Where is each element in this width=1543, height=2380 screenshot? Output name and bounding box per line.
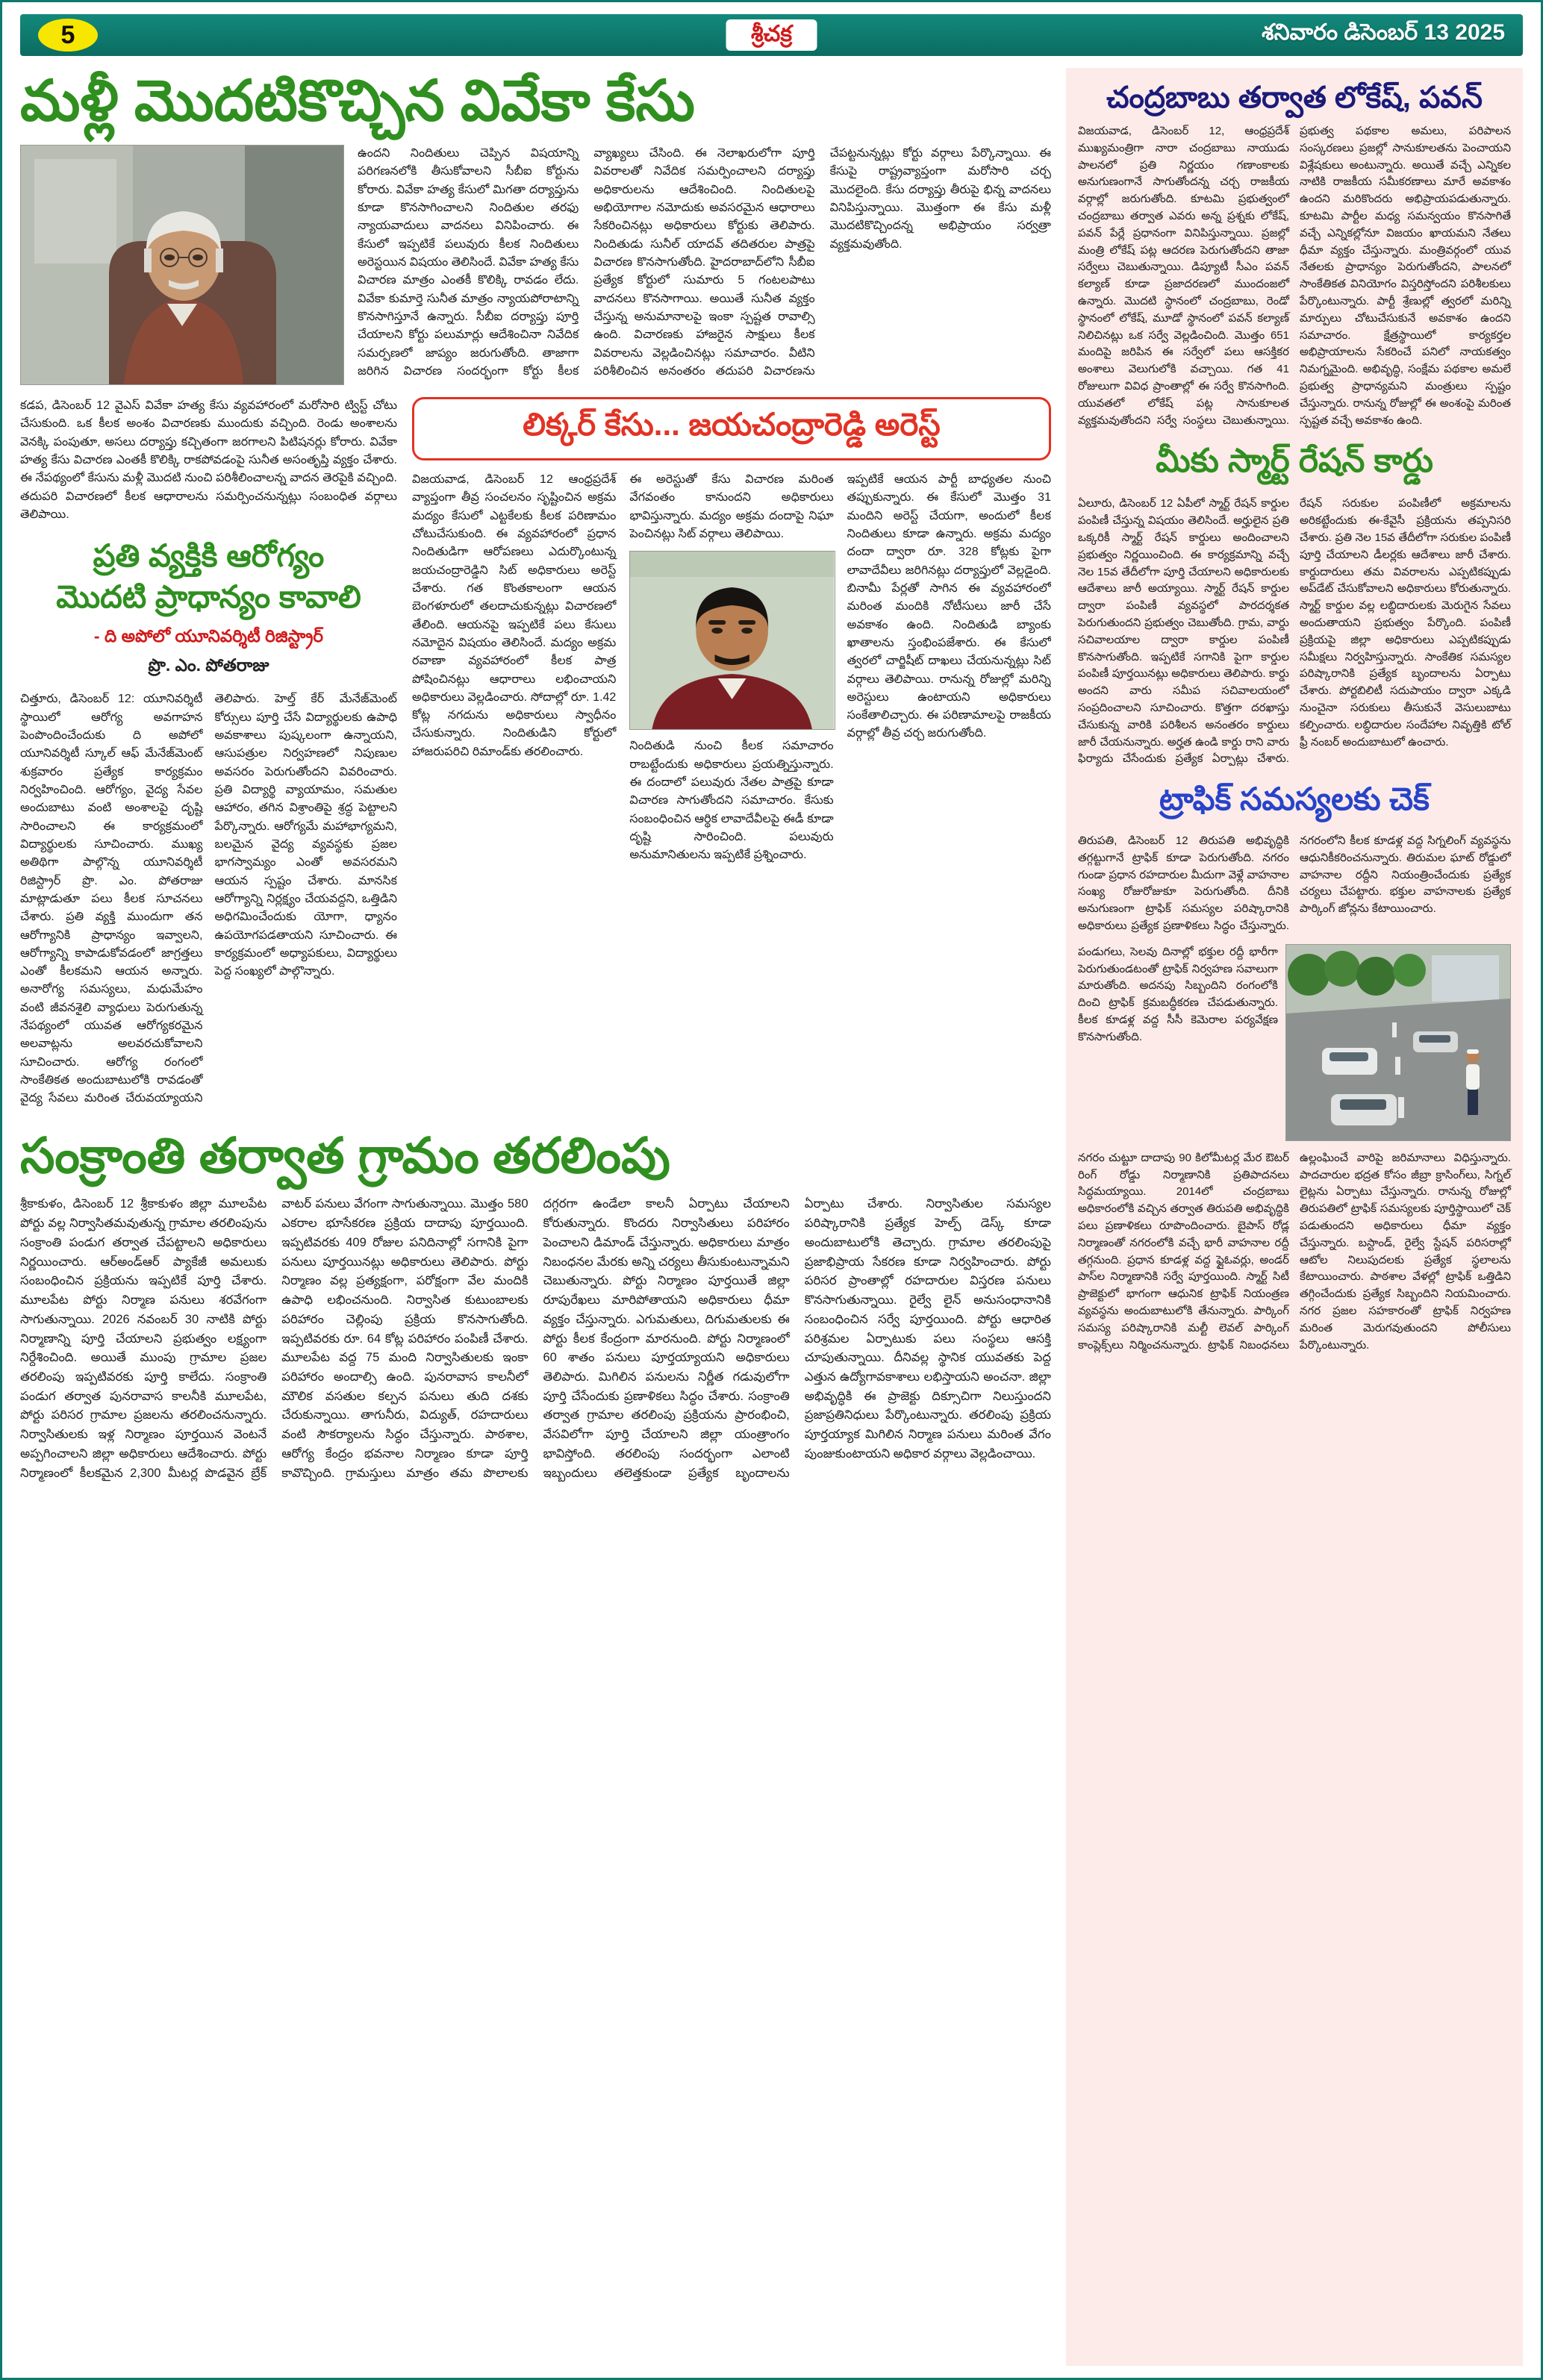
health-quote-line1: ప్రతి వ్యక్తికి ఆరోగ్యం [93, 538, 325, 574]
health-quote-block [20, 533, 397, 683]
sidebar-article-traffic-top: తిరుపతి, డిసెంబర్ 12 తిరుపతి అభివృద్ధికి తగ్గట్టుగానే ట్రాఫిక్ కూడా పెరుగుతోంది. నగరం గుండా ప్రధాన రహదారుల మీదుగా వెళ్లే వాహనాల సంఖ్య రోజురోజుకూ పెరుగుతోంది. దీనికి అనుగుణంగా ట్రాఫిక్ సమస్యల పరిష్కారానికి అధికారులు ప్రత్యేక ప్రణాళికలు సిద్ధం చేస్తున్నారు. నగరంలోని కీలక కూడళ్ల వద్ద సిగ్నలింగ్ వ్యవస్థను ఆధునికీకరించనున్నారు. తిరుమల ఘాట్ రోడ్డులో వాహనాల రద్దీని నియంత్రించేందుకు ప్రత్యేక చర్యలు చేపట్టారు. భక్తుల వాహనాలకు ప్రత్యేక పార్కింగ్ జోన్లను కేటాయించారు. [1078, 834, 1511, 933]
sidebar-article-politics: విజయవాడ, డిసెంబర్ 12, ఆంధ్రప్రదేశ్ ముఖ్యమంత్రిగా నారా చంద్రబాబు నాయుడు పాలనలో ప్రతి నిర్ణయం గణాంకాలకు అనుగుణంగానే సాగుతోందన్న చర్చ రాజకీయ వర్గాల్లో జరుగుతోంది. కూటమి ప్రభుత్వంలో చంద్రబాబు తర్వాత ఎవరు అన్న ప్రశ్నకు లోకేష్, పవన్ పేర్లే ప్రధానంగా వినిపిస్తున్నాయి. ప్రజల్లో మంత్రి లోకేష్ పట్ల ఆదరణ పెరుగుతోందని తాజా సర్వేలు చెబుతున్నాయి. డిప్యూటీ సీఎం పవన్ కల్యాణ్ కూడా ప్రజాదరణలో ముందంజలో ఉన్నారు. మొదటి స్థానంలో చంద్రబాబు, రెండో స్థానంలో లోకేష్, మూడో స్థానంలో పవన్ కల్యాణ్ నిలిచినట్లు ఒక సర్వే వెల్లడించింది. మొత్తం 651 మందిపై జరిపిన ఈ సర్వేలో పలు ఆసక్తికర అంశాలు వెలుగులోకి వచ్చాయి. గత 41 రోజులుగా వివిధ ప్రాంతాల్లో ఈ సర్వే కొనసాగింది. యువతలో లోకేష్ పట్ల సానుకూలత వ్యక్తమవుతోందని సర్వే సంస్థలు చెబుతున్నాయి. ప్రభుత్వ పథకాల అమలు, పరిపాలన సంస్కరణలు ప్రజల్లో సానుకూలతను పెంచాయని విశ్లేషకులు అంటున్నారు. అయితే వచ్చే ఎన్నికల నాటికి రాజకీయ సమీకరణాలు మారే అవకాశం ఉందని మరికొందరు అభిప్రాయపడుతున్నారు. కూటమి పార్టీల మధ్య సమన్వయం కొనసాగితే వచ్చే ఎన్నికల్లోనూ విజయం ఖాయమని నేతలు ధీమా వ్యక్తం చేస్తున్నారు. మంత్రివర్గంలో యువ నేతలకు ప్రాధాన్యం పెరుగుతోందని, పాలనలో సాంకేతికత వినియోగం విస్తరిస్తోందని పరిశీలకులు పేర్కొంటున్నారు. పార్టీ శ్రేణుల్లో త్వరలో మరిన్ని మార్పులు చోటుచేసుకునే అవకాశం ఉందని సమాచారం. క్షేత్రస్థాయిలో కార్యకర్తల అభిప్రాయాలను సేకరించే పనిలో నాయకత్వం నిమగ్నమైంది. అభివృద్ధి, సంక్షేమ పథకాల అమలే ప్రభుత్వ ప్రాధాన్యమని మంత్రులు స్పష్టం చేస్తున్నారు. రానున్న రోజుల్లో ఈ అంశంపై మరింత స్పష్టత వచ్చే అవకాశం ఉంది. [1078, 125, 1511, 427]
sidebar-headline-politics: చంద్రబాబు తర్వాత లోకేష్, పవన్ [1106, 81, 1483, 114]
sidebar-article-traffic-beside: పండుగలు, సెలవు దినాల్లో భక్తుల రద్దీ భారీగా పెరుగుతుండటంతో ట్రాఫిక్ నిర్వహణ సవాలుగా మారుతోంది. అదనపు సిబ్బందిని రంగంలోకి దించి ట్రాఫిక్ క్రమబద్ధీకరణ చేపడుతున్నారు. కీలక కూడళ్ల వద్ద సీసీ కెమెరాల పర్యవేక్షణ కొనసాగుతోంది. [1078, 945, 1278, 1043]
liquor-headline: లిక్కర్ కేసు... జయచంద్రారెడ్డి అరెస్ట్ [412, 397, 1051, 460]
liquor-article-body [412, 471, 1051, 864]
viveka-article-continued: కడప, డిసెంబర్ 12 వైఎస్ వివేకా హత్య కేసు వ్యవహారంలో మరోసారి ట్విస్ట్ చోటు చేసుకుంది. ఒక కీలక అంశం విచారణకు ముందుకు వచ్చింది. రెండు అంశాలను వెనక్కి పంపుతూ, అసలు దర్యాప్తు కచ్చితంగా జరగాలని పిటిషనర్లు కోరారు. వివేకా హత్య కేసు విచారణ ఎంతకీ కొలిక్కి రాకపోవడంపై సునీత అసంతృప్తి వ్యక్తం చేశారు. ఈ నేపథ్యంలో కేసును మళ్లీ మొదటి నుంచి పరిశీలించాలన్న వాదన తెరపైకి వచ్చింది. తదుపరి విచారణలో కీలక ఆధారాలను సమర్పించనున్నట్లు సంబంధిత వర్గాలు తెలిపాయి. [20, 399, 397, 521]
health-article-body: చిత్తూరు, డిసెంబర్ 12: యూనివర్శిటీ స్థాయిలో ఆరోగ్య అవగాహన పెంపొందించేందుకు ది అపోలో యూనివర్శిటీ స్కూల్ ఆఫ్ మేనేజ్‌మెంట్ శుక్రవారం ప్రత్యేక కార్యక్రమం నిర్వహించింది. ఆరోగ్యం, వైద్య సేవల అందుబాటు వంటి అంశాలపై దృష్టి సారించాలని ఈ కార్యక్రమంలో విద్యార్థులకు సూచించారు. ముఖ్య అతిథిగా పాల్గొన్న యూనివర్శిటీ రిజిస్ట్రార్ ప్రొ. ఎం. పోతరాజు మాట్లాడుతూ పలు కీలక సూచనలు చేశారు. ప్రతి వ్యక్తి ముందుగా తన ఆరోగ్యానికి ప్రాధాన్యం ఇవ్వాలని, ఆరోగ్యాన్ని కాపాడుకోవడంలో జాగ్రత్తలు ఎంతో కీలకమని ఆయన అన్నారు. అనారోగ్య సమస్యలు, మధుమేహం వంటి జీవనశైలి వ్యాధులు పెరుగుతున్న నేపథ్యంలో యువత ఆరోగ్యకరమైన అలవాట్లను అలవరచుకోవాలని సూచించారు. ఆరోగ్య రంగంలో సాంకేతికత అందుబాటులోకి రావడంతో వైద్య సేవలు మరింత చేరువయ్యాయని తెలిపారు. హెల్త్ కేర్ మేనేజ్‌మెంట్ కోర్సులు పూర్తి చేసే విద్యార్థులకు ఉపాధి అవకాశాలు పుష్కలంగా ఉన్నాయని, ఆసుపత్రుల నిర్వహణలో నిపుణుల అవసరం పెరుగుతోందని వివరించారు. ప్రతి విద్యార్థి వ్యాయామం, సమతుల ఆహారం, తగిన విశ్రాంతిపై శ్రద్ధ పెట్టాలని పేర్కొన్నారు. ఆరోగ్యమే మహాభాగ్యమని, బలమైన వైద్య వ్యవస్థకు ప్రజల భాగస్వామ్యం ఎంతో అవసరమని ఆయన స్పష్టం చేశారు. మానసిక ఆరోగ్యాన్ని నిర్లక్ష్యం చేయవద్దని, ఒత్తిడిని అధిగమించేందుకు యోగా, ధ్యానం ఉపయోగపడతాయని సూచించారు. ఈ కార్యక్రమంలో అధ్యాపకులు, విద్యార్థులు పెద్ద సంఖ్యలో పాల్గొన్నారు. [20, 693, 397, 1105]
edition-date: శనివారం డిసెంబర్ 13 2025 [1262, 19, 1505, 45]
viveka-article-lead: ఉందని నిందితులు చెప్పిన విషయాన్ని పరిగణనలోకి తీసుకోవాలని సీబీఐ కోర్టును కోరారు. వివేకా హత్య కేసులో మిగతా దర్యాప్తును కూడా కొనసాగించాలని నిందితుల తరఫు న్యాయవాదులు వాదనలు వినిపించారు. ఈ కేసులో ఇప్పటికే పలువురు కీలక నిందితులు అరెస్టయిన విషయం తెలిసిందే. వివేకా హత్య కేసు విచారణ మాత్రం ఎంతకీ కొలిక్కి రావడం లేదు. వివేకా కుమార్తె సునీత మాత్రం న్యాయపోరాటాన్ని కొనసాగిస్తూనే ఉన్నారు. సీబీఐ దర్యాప్తు పూర్తి చేయాలని కోర్టు పలుమార్లు ఆదేశించినా నివేదిక సమర్పణలో జాప్యం జరుగుతోంది. తాజాగా జరిగిన విచారణ సందర్భంగా కోర్టు కీలక వ్యాఖ్యలు చేసింది. ఈ నెలాఖరులోగా పూర్తి వివరాలతో నివేదిక సమర్పించాలని దర్యాప్తు అధికారులను ఆదేశించింది. నిందితులపై అభియోగాల నమోదుకు అవసరమైన ఆధారాలు సేకరించినట్లు అధికారులు కోర్టుకు తెలిపారు. నిందితుడు సునీల్ యాదవ్ తదితరుల పాత్రపై విచారణ కొనసాగుతోంది. హైదరాబాద్‌లోని సీబీఐ ప్రత్యేక కోర్టులో సుమారు 5 గంటలపాటు వాదనలు కొనసాగాయి. అయితే సునీత వ్యక్తం చేస్తున్న అనుమానాలపై ఇంకా స్పష్టత రావాల్సి ఉంది. విచారణకు హాజరైన సాక్షులు కీలక వివరాలను వెల్లడించినట్లు సమాచారం. వీటిని పరిశీలించిన అనంతరం తదుపరి విచారణను చేపట్టనున్నట్లు కోర్టు వర్గాలు పేర్కొన్నాయి. ఈ కేసుపై రాష్ట్రవ్యాప్తంగా మరోసారి చర్చ మొదలైంది. కేసు దర్యాప్తు తీరుపై భిన్న వాదనలు వినిపిస్తున్నాయి. మొత్తంగా ఈ కేసు మళ్లీ మొదటికొచ్చిందన్న అభిప్రాయం సర్వత్రా వ్యక్తమవుతోంది. [358, 147, 1051, 378]
traffic-photo [1285, 944, 1511, 1141]
viveka-photo [20, 145, 344, 385]
sankranti-article-body: శ్రీకాకుళం, డిసెంబర్ 12 శ్రీకాకుళం జిల్లా మూలపేట పోర్టు వల్ల నిర్వాసితమవుతున్న గ్రామాల తరలింపును సంక్రాంతి పండుగ తర్వాత చేపట్టాలని అధికారులు నిర్ణయించారు. ఆర్అండ్ఆర్ ప్యాకేజీ అమలుకు సంబంధించిన ప్రక్రియను ఇప్పటికే పూర్తి చేశారు. మూలపేట పోర్టు నిర్మాణ పనులు శరవేగంగా సాగుతున్నాయి. 2026 నవంబర్ 30 నాటికి పోర్టు నిర్మాణాన్ని పూర్తి చేయాలని ప్రభుత్వం లక్ష్యంగా నిర్దేశించింది. అయితే ముంపు గ్రామాల ప్రజల తరలింపు ఇప్పటివరకు పూర్తి కాలేదు. సంక్రాంతి పండుగ తర్వాత పునరావాస కాలనీకి మూలపేట, పోర్టు పరిసర గ్రామాల ప్రజలను తరలించనున్నారు. నిర్వాసితులకు ఇళ్ల నిర్మాణం పూర్తయిన వెంటనే అప్పగించాలని జిల్లా అధికారులు ఆదేశించారు. పోర్టు నిర్మాణంలో కీలకమైన 2,300 మీటర్ల పొడవైన బ్రేక్ వాటర్ పనులు వేగంగా సాగుతున్నాయి. మొత్తం 580 ఎకరాల భూసేకరణ ప్రక్రియ దాదాపు పూర్తయింది. ఇప్పటివరకు 409 రోజుల పనిదినాల్లో సగానికి పైగా పనులు పూర్తయినట్లు అధికారులు తెలిపారు. పోర్టు నిర్మాణం వల్ల ప్రత్యక్షంగా, పరోక్షంగా వేల మందికి ఉపాధి లభించనుంది. నిర్వాసిత కుటుంబాలకు పరిహారం చెల్లింపు ప్రక్రియ కొనసాగుతోంది. ఇప్పటివరకు రూ. 64 కోట్ల పరిహారం పంపిణీ చేశారు. మూలపేట వద్ద 75 మంది నిర్వాసితులకు ఇంకా పరిహారం అందాల్సి ఉంది. పునరావాస కాలనీలో మౌలిక వసతుల కల్పన పనులు తుది దశకు చేరుకున్నాయి. తాగునీరు, విద్యుత్, రహదారులు వంటి సౌకర్యాలను సిద్ధం చేస్తున్నారు. పాఠశాల, ఆరోగ్య కేంద్రం భవనాల నిర్మాణం కూడా పూర్తి కావొచ్చింది. గ్రామస్తులు మాత్రం తమ పొలాలకు దగ్గరగా ఉండేలా కాలనీ ఏర్పాటు చేయాలని కోరుతున్నారు. కొందరు నిర్వాసితులు పరిహారం పెంచాలని డిమాండ్ చేస్తున్నారు. అధికారులు మాత్రం నిబంధనల మేరకు అన్ని చర్యలు తీసుకుంటున్నామని చెబుతున్నారు. పోర్టు నిర్మాణం పూర్తయితే జిల్లా రూపురేఖలు మారిపోతాయని అధికారులు ధీమా వ్యక్తం చేస్తున్నారు. ఎగుమతులు, దిగుమతులకు ఈ పోర్టు కీలక కేంద్రంగా మారనుంది. పోర్టు నిర్మాణంలో 60 శాతం పనులు పూర్తయ్యాయని అధికారులు తెలిపారు. మిగిలిన పనులను నిర్ణీత గడువులోగా పూర్తి చేసేందుకు ప్రణాళికలు సిద్ధం చేశారు. సంక్రాంతి తర్వాత గ్రామాల తరలింపు ప్రక్రియను ప్రారంభించి, వేసవిలోగా పూర్తి చేయాలని జిల్లా యంత్రాంగం భావిస్తోంది. తరలింపు సందర్భంగా ఎలాంటి ఇబ్బందులు తలెత్తకుండా ప్రత్యేక బృందాలను ఏర్పాటు చేశారు. నిర్వాసితుల సమస్యల పరిష్కారానికి ప్రత్యేక హెల్ప్ డెస్క్ కూడా అందుబాటులోకి తెచ్చారు. గ్రామాల తరలింపుపై ప్రజాభిప్రాయ సేకరణ కూడా నిర్వహించారు. పోర్టు పరిసర ప్రాంతాల్లో రహదారుల విస్తరణ పనులు కొనసాగుతున్నాయి. రైల్వే లైన్ అనుసంధానానికి సంబంధించిన సర్వే పూర్తయింది. పోర్టు ఆధారిత పరిశ్రమల ఏర్పాటుకు పలు సంస్థలు ఆసక్తి చూపుతున్నాయి. దీనివల్ల స్థానిక యువతకు పెద్ద ఎత్తున ఉద్యోగావకాశాలు లభిస్తాయని అంచనా. జిల్లా అభివృద్ధికి ఈ ప్రాజెక్టు దిక్సూచిగా నిలుస్తుందని ప్రజాప్రతినిధులు పేర్కొంటున్నారు. తరలింపు ప్రక్రియ పూర్తయ్యాక మిగిలిన నిర్మాణ పనులు మరింత వేగం పుంజుకుంటాయని అధికార వర్గాలు వెల్లడించాయి. [20, 1197, 1051, 1480]
sidebar-article-traffic-bottom: నగరం చుట్టూ దాదాపు 90 కిలోమీటర్ల మేర ఔటర్ రింగ్ రోడ్డు నిర్మాణానికి ప్రతిపాదనలు సిద్ధమయ్యాయి. 2014లో చంద్రబాబు అధికారంలోకి వచ్చిన తర్వాత తిరుపతి అభివృద్ధికి పలు ప్రణాళికలు రూపొందించారు. బైపాస్ రోడ్ల నిర్మాణంతో నగరంలోకి వచ్చే భారీ వాహనాల రద్దీ తగ్గనుంది. ప్రధాన కూడళ్ల వద్ద ఫ్లైఓవర్లు, అండర్ పాస్‌ల నిర్మాణానికి సర్వే పూర్తయింది. స్మార్ట్ సిటీ ప్రాజెక్టులో భాగంగా ఆధునిక ట్రాఫిక్ నియంత్రణ వ్యవస్థను అందుబాటులోకి తేనున్నారు. పార్కింగ్ సమస్య పరిష్కారానికి మల్టీ లెవల్ పార్కింగ్ కాంప్లెక్స్‌లు నిర్మించనున్నారు. ట్రాఫిక్ నిబంధనలు ఉల్లంఘించే వారిపై జరిమానాలు విధిస్తున్నారు. పాదచారుల భద్రత కోసం జీబ్రా క్రాసింగ్‌లు, సిగ్నల్ లైట్లను ఏర్పాటు చేస్తున్నారు. రానున్న రోజుల్లో తిరుపతిలో ట్రాఫిక్ సమస్యలకు పూర్తిస్థాయిలో చెక్ పడుతుందని అధికారులు ధీమా వ్యక్తం చేస్తున్నారు. బస్టాండ్, రైల్వే స్టేషన్ పరిసరాల్లో ఆటోల నిలుపుదలకు ప్రత్యేక స్థలాలను కేటాయించారు. పాఠశాల వేళల్లో ట్రాఫిక్ ఒత్తిడిని తగ్గించేందుకు ప్రత్యేక సిబ్బందిని నియమించారు. నగర ప్రజల సహకారంతో ట్రాఫిక్ నిర్వహణ మరింత మెరుగవుతుందని పోలీసులు పేర్కొంటున్నారు. [1078, 1151, 1511, 1352]
liquor-col2 [629, 471, 833, 864]
header-bar [20, 14, 1523, 56]
health-byline: - ది అపోలో యూనివర్శిటీ రిజిస్ట్రార్ [93, 626, 324, 646]
sidebar-headline-traffic: ట్రాఫిక్ సమస్యలకు చెక్ [1159, 781, 1430, 817]
middle-section [20, 397, 1051, 1108]
masthead-logo: శ్రీచక్ర [726, 19, 817, 51]
health-author: ప్రొ. ఎం. పోతరాజు [148, 655, 269, 675]
sidebar [1066, 68, 1523, 2366]
liquor-col3: ఇప్పటికే ఆయన పార్టీ బాధ్యతల నుంచి తప్పుకున్నారు. ఈ కేసులో మొత్తం 31 మందిని అరెస్ట్ చేయగా, అందులో కీలక నిందితులు కూడా ఉన్నారు. అక్రమ మద్యం దందా ద్వారా రూ. 328 కోట్లకు పైగా లావాదేవీలు జరిగినట్లు దర్యాప్తులో వెల్లడైంది. బినామీ పేర్లతో సాగిన ఈ వ్యవహారంలో మరింత మందికి నోటీసులు జారీ చేసే అవకాశం ఉంది. నిందితుడి బ్యాంకు ఖాతాలను స్తంభింపజేశారు. ఈ కేసులో త్వరలో చార్జిషీట్ దాఖలు చేయనున్నట్లు సిట్ వర్గాలు తెలిపాయి. రానున్న రోజుల్లో మరిన్ని అరెస్టులు ఉంటాయని అధికారులు సంకేతాలిచ్చారు. ఈ పరిణామాలపై రాజకీయ వర్గాల్లో తీవ్ర చర్చ జరుగుతోంది. [847, 473, 1051, 740]
liquor-article [412, 397, 1051, 1108]
health-article [20, 397, 397, 1108]
viveka-headline: మళ్లీ మొదటికొచ్చిన వివేకా కేసు [20, 69, 695, 133]
liquor-col1: విజయవాడ, డిసెంబర్ 12 ఆంధ్రప్రదేశ్ వ్యాప్తంగా తీవ్ర సంచలనం సృష్టించిన అక్రమ మద్యం కేసులో ఎట్టకేలకు కీలక పరిణామం చోటుచేసుకుంది. ఈ వ్యవహారంలో ప్రధాన నిందితుడిగా ఆరోపణలు ఎదుర్కొంటున్న జయచంద్రారెడ్డిని సిట్ అధికారులు అరెస్ట్ చేశారు. గత కొంతకాలంగా ఆయన బెంగళూరులో తలదాచుకున్నట్లు విచారణలో తేలింది. ఆయనపై ఇప్పటికే పలు కేసులు నమోదైన విషయం తెలిసిందే. మద్యం అక్రమ రవాణా వ్యవహారంలో కీలక పాత్ర పోషించినట్లు ఆధారాలు లభించాయని అధికారులు వెల్లడించారు. సోదాల్లో రూ. 1.42 కోట్ల నగదును అధికారులు స్వాధీనం చేసుకున్నారు. నిందితుడిని కోర్టులో హాజరుపరిచి రిమాండ్‌కు తరలించారు. [412, 473, 617, 758]
health-quote-line2: మొదటి ప్రాధాన్యం కావాలి [56, 578, 361, 614]
sidebar-headline-ration: మీకు స్మార్ట్ రేషన్ కార్డు [1156, 443, 1433, 480]
sidebar-article-ration: ఏలూరు, డిసెంబర్ 12 ఏపీలో స్మార్ట్ రేషన్ కార్డుల పంపిణీ చేస్తున్న విషయం తెలిసిందే. అర్హులైన ప్రతి ఒక్కరికీ స్మార్ట్ రేషన్ కార్డులు అందించాలని ప్రభుత్వం నిర్ణయించింది. ఈ కార్యక్రమాన్ని వచ్చే నెల 15వ తేదీలోగా పూర్తి చేయాలని అధికారులకు ఆదేశాలు జారీ అయ్యాయి. స్మార్ట్ రేషన్ కార్డుల ద్వారా పంపిణీ వ్యవస్థలో పారదర్శకత పెరుగుతుందని ప్రభుత్వం చెబుతోంది. గ్రామ, వార్డు సచివాలయాల ద్వారా కార్డుల పంపిణీ కొనసాగుతోంది. ఇప్పటికే సగానికి పైగా కార్డుల పంపిణీ పూర్తయినట్లు అధికారులు తెలిపారు. కార్డు అందని వారు సమీప సచివాలయంలో సంప్రదించాలని సూచించారు. కొత్తగా దరఖాస్తు చేసుకున్న వారికి పరిశీలన అనంతరం కార్డులు జారీ చేయనున్నారు. అర్హత ఉండి కార్డు రాని వారు ఫిర్యాదు చేసేందుకు ప్రత్యేక ఏర్పాట్లు చేశారు. రేషన్ సరుకుల పంపిణీలో అక్రమాలను అరికట్టేందుకు ఈ-కేవైసీ ప్రక్రియను తప్పనిసరి చేశారు. ప్రతి నెల 15వ తేదీలోగా సరుకుల పంపిణీ పూర్తి చేయాలని డీలర్లకు ఆదేశాలు జారీ చేశారు. కార్డుదారులు తమ వివరాలను ఎప్పటికప్పుడు అప్‌డేట్ చేసుకోవాలని అధికారులు కోరుతున్నారు. స్మార్ట్ కార్డుల వల్ల లబ్ధిదారులకు మెరుగైన సేవలు అందుతాయని ప్రభుత్వం పేర్కొంది. పంపిణీ ప్రక్రియపై జిల్లా అధికారులు ఎప్పటికప్పుడు సమీక్షలు నిర్వహిస్తున్నారు. సాంకేతిక సమస్యల పరిష్కారానికి ప్రత్యేక బృందాలను ఏర్పాటు చేశారు. పోర్టబిలిటీ సదుపాయం ద్వారా ఎక్కడి నుంచైనా సరుకులు తీసుకునే వెసులుబాటు కల్పించారు. లబ్ధిదారుల సందేహాల నివృత్తికి టోల్ ఫ్రీ నంబర్ అందుబాటులో ఉంచారు. [1078, 497, 1511, 766]
liquor-col2-bottom: నిందితుడి నుంచి కీలక సమాచారం రాబట్టేందుకు అధికారులు ప్రయత్నిస్తున్నారు. ఈ దందాలో పలువురు నేతల పాత్రపై కూడా విచారణ సాగుతోందని సమాచారం. కేసుకు సంబంధించిన ఆర్థిక లావాదేవీలపై ఈడీ కూడా దృష్టి సారించింది. పలువురు అనుమానితులను ఇప్పటికే ప్రశ్నించారు. [629, 740, 834, 862]
viveka-article [20, 145, 1051, 385]
main-content [20, 68, 1051, 2366]
main-layout [20, 68, 1523, 2366]
liquor-col2-top: ఈ అరెస్టుతో కేసు విచారణ మరింత వేగవంతం కానుందని అధికారులు భావిస్తున్నారు. మద్యం అక్రమ దందాపై నిఘా పెంచినట్లు సిట్ వర్గాలు తెలిపాయి. [629, 473, 834, 541]
traffic-photo-row [1078, 944, 1511, 1141]
page-number: 5 [38, 19, 98, 51]
sankranti-headline: సంక్రాంతి తర్వాత గ్రామం తరలింపు [20, 1128, 670, 1184]
jayachandra-photo [629, 551, 835, 730]
